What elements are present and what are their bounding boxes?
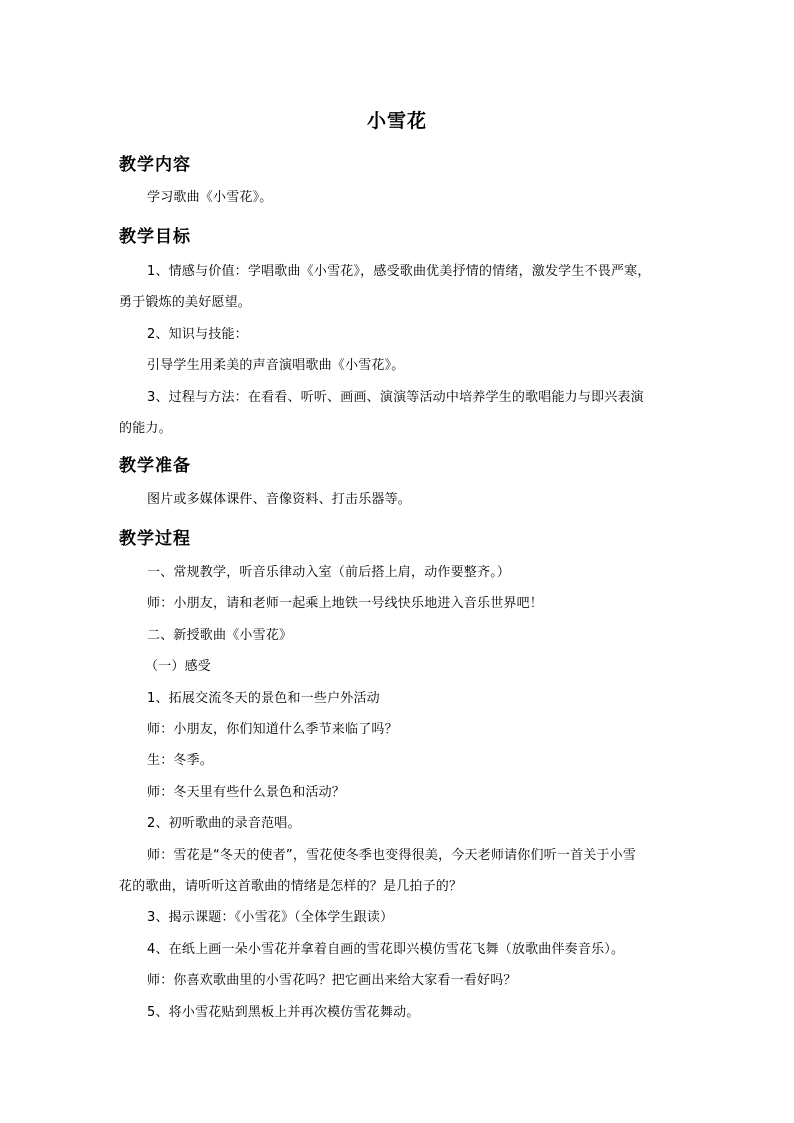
heading-content: 教学内容 — [119, 155, 191, 175]
paragraph: 师：冬天里有些什么景色和活动？ — [147, 785, 346, 800]
paragraph: 师：你喜欢歌曲里的小雪花吗？把它画出来给大家看一看好吗？ — [147, 973, 517, 988]
heading-process: 教学过程 — [119, 529, 191, 549]
paragraph: 二、新授歌曲《小雪花》 — [147, 628, 293, 643]
paragraph: 师：小朋友，请和老师一起乘上地铁一号线快乐地进入音乐世界吧！ — [147, 596, 544, 611]
paragraph: 1、拓展交流冬天的景色和一些户外活动 — [147, 691, 380, 706]
paragraph: 一、常规教学，听音乐律动入室（前后搭上肩，动作要整齐。） — [147, 565, 511, 580]
paragraph: 图片或多媒体课件、音像资料、打击乐器等。 — [147, 492, 412, 507]
paragraph: 师：小朋友，你们知道什么季节来临了吗？ — [147, 722, 398, 737]
paragraph: 花的歌曲，请听听这首歌曲的情绪是怎样的？是几拍子的？ — [119, 879, 463, 894]
paragraph: 2、知识与技能： — [147, 327, 248, 342]
paragraph: 学习歌曲《小雪花》。 — [147, 190, 273, 205]
heading-prep: 教学准备 — [119, 456, 191, 476]
paragraph: 的能力。 — [119, 421, 172, 436]
page-title: 小雪花 — [366, 110, 427, 132]
paragraph: 1、情感与价值：学唱歌曲《小雪花》，感受歌曲优美抒情的情绪，激发学生不畏严寒， — [147, 264, 651, 279]
paragraph: 5、将小雪花贴到黑板上并再次模仿雪花舞动。 — [147, 1005, 420, 1020]
paragraph: （一）感受 — [145, 659, 212, 674]
paragraph: 勇于锻炼的美好愿望。 — [119, 295, 252, 310]
paragraph: 师：雪花是“冬天的使者”，雪花使冬季也变得很美，今天老师请你们听一首关于小雪 — [147, 848, 637, 863]
paragraph: 2、初听歌曲的录音范唱。 — [147, 816, 301, 831]
paragraph: 引导学生用柔美的声音演唱歌曲《小雪花》。 — [147, 358, 405, 373]
heading-goals: 教学目标 — [119, 227, 191, 247]
paragraph: 生：冬季。 — [147, 753, 214, 768]
paragraph: 4、在纸上画一朵小雪花并拿着自画的雪花即兴模仿雪花飞舞（放歌曲伴奏音乐）。 — [147, 942, 625, 957]
paragraph: 3、过程与方法：在看看、听听、画画、演演等活动中培养学生的歌唱能力与即兴表演 — [147, 390, 644, 405]
paragraph: 3、揭示课题：《小雪花》（全体学生跟读） — [147, 910, 394, 925]
